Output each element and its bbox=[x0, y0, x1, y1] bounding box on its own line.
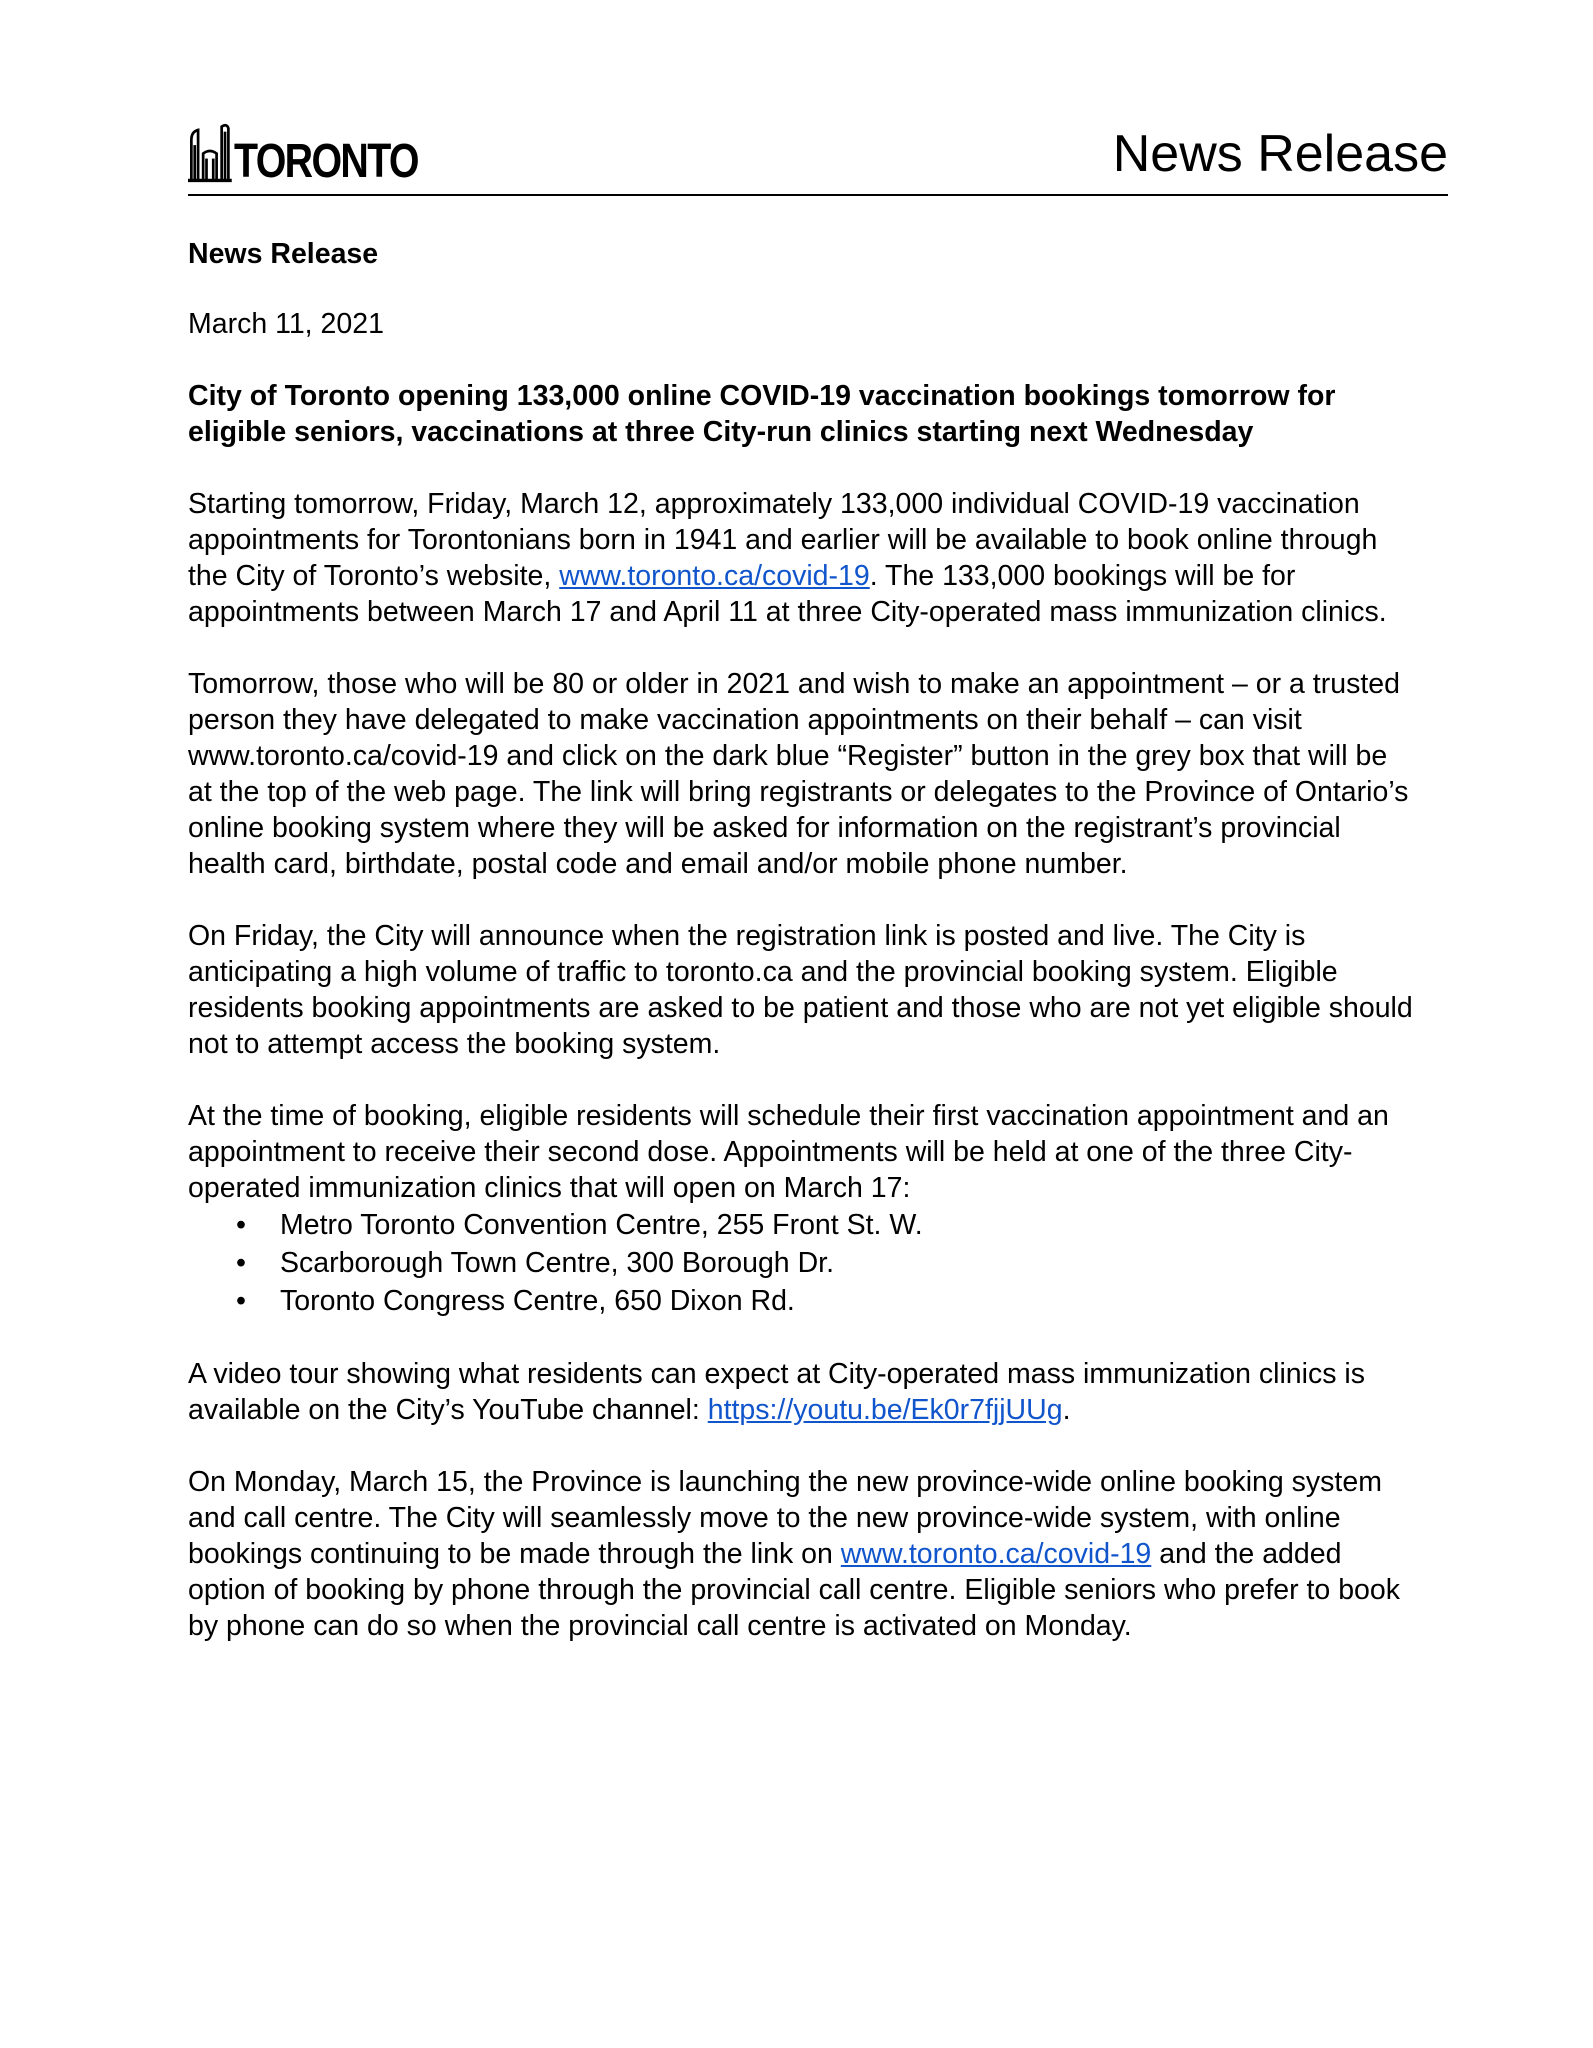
paragraph-5-text-b: . bbox=[1062, 1394, 1071, 1426]
header-divider bbox=[188, 194, 1448, 196]
clinic-list bbox=[188, 1206, 1418, 1320]
list-item bbox=[188, 1244, 1418, 1282]
city-of-toronto-logo bbox=[188, 104, 458, 188]
paragraph-2: Tomorrow, those who will be 80 or older in 2021 and wish to make an appointment – or a trusted person they have delegated to make vaccination appointments on their behalf – can visit www.toronto.ca/covid-19 and click on the dark blue “Register” button in the grey box that will be at the top of the web page. The link will bring registrants or delegates to the Province of Ontario’s online booking system where they will be asked for information on the registrant’s provincial health card, birthdate, postal code and email and/or mobile phone number. bbox=[188, 668, 1409, 880]
covid-19-link[interactable]: www.toronto.ca/covid-19 bbox=[559, 560, 870, 592]
paragraph-6 bbox=[188, 1464, 1418, 1644]
list-item bbox=[188, 1206, 1418, 1244]
header-title: News Release bbox=[1112, 125, 1448, 183]
youtube-link[interactable]: https://youtu.be/Ek0r7fjjUUg bbox=[707, 1394, 1063, 1426]
city-hall-icon bbox=[188, 114, 232, 188]
release-label: News Release bbox=[188, 238, 379, 270]
logo-wordmark: TORONTO bbox=[233, 135, 418, 188]
clinic-name: Metro Toronto Convention Centre, 255 Front St. W. bbox=[280, 1209, 923, 1241]
paragraph-1 bbox=[188, 486, 1418, 630]
letterhead bbox=[188, 100, 1448, 200]
paragraph-6-text-a: On Monday, March 15, the Province is launching the new province-wide online booking system and call centre. The City will seamlessly move to the new province-wide system, with online bookings continuing to be made through the link on bbox=[188, 1466, 1382, 1570]
covid-19-link-2[interactable]: www.toronto.ca/covid-19 bbox=[840, 1538, 1152, 1570]
paragraph-4: At the time of booking, eligible residents will schedule their first vaccination appointment and an appointment to receive their second dose. Appointments will be held at one of the three City-operated immunization clinics that will open on March 17: bbox=[188, 1100, 1389, 1204]
paragraph-3: On Friday, the City will announce when the registration link is posted and live. The City is anticipating a high volume of traffic to toronto.ca and the provincial booking system. Eligible residents booking appointments are asked to be patient and those who are not yet eligible should not to attempt access the booking system. bbox=[188, 920, 1413, 1060]
bullet-icon: • bbox=[236, 1209, 246, 1241]
paragraph-5 bbox=[188, 1356, 1418, 1428]
list-item bbox=[188, 1282, 1418, 1320]
release-date: March 11, 2021 bbox=[188, 308, 384, 340]
clinic-name: Toronto Congress Centre, 650 Dixon Rd. bbox=[280, 1285, 795, 1317]
bullet-icon: • bbox=[236, 1285, 246, 1317]
paragraph-6-text-b: and the added option of booking by phone through the provincial call centre. Eligible seniors who prefer to book by phone can do so when the provincial call centre is activated on Monday. bbox=[188, 1538, 1401, 1642]
paragraph-1-text-b: . The 133,000 bookings will be for appointments between March 17 and April 11 at three City-operated mass immunization clinics. bbox=[188, 560, 1387, 628]
release-headline: City of Toronto opening 133,000 online COVID-19 vaccination bookings tomorrow for eligible seniors, vaccinations at three City-run clinics starting next Wednesday bbox=[188, 380, 1336, 448]
clinic-name: Scarborough Town Centre, 300 Borough Dr. bbox=[280, 1247, 834, 1279]
release-body bbox=[188, 236, 1418, 1680]
bullet-icon: • bbox=[236, 1247, 246, 1279]
paragraph-1-text-a: Starting tomorrow, Friday, March 12, approximately 133,000 individual COVID-19 vaccination appointments for Torontonians born in 1941 and earlier will be available to book online through the City of Toronto’s website, bbox=[188, 488, 1378, 592]
paragraph-5-text-a: A video tour showing what residents can expect at City-operated mass immunization clinics is available on the City’s YouTube channel: bbox=[188, 1358, 1365, 1426]
